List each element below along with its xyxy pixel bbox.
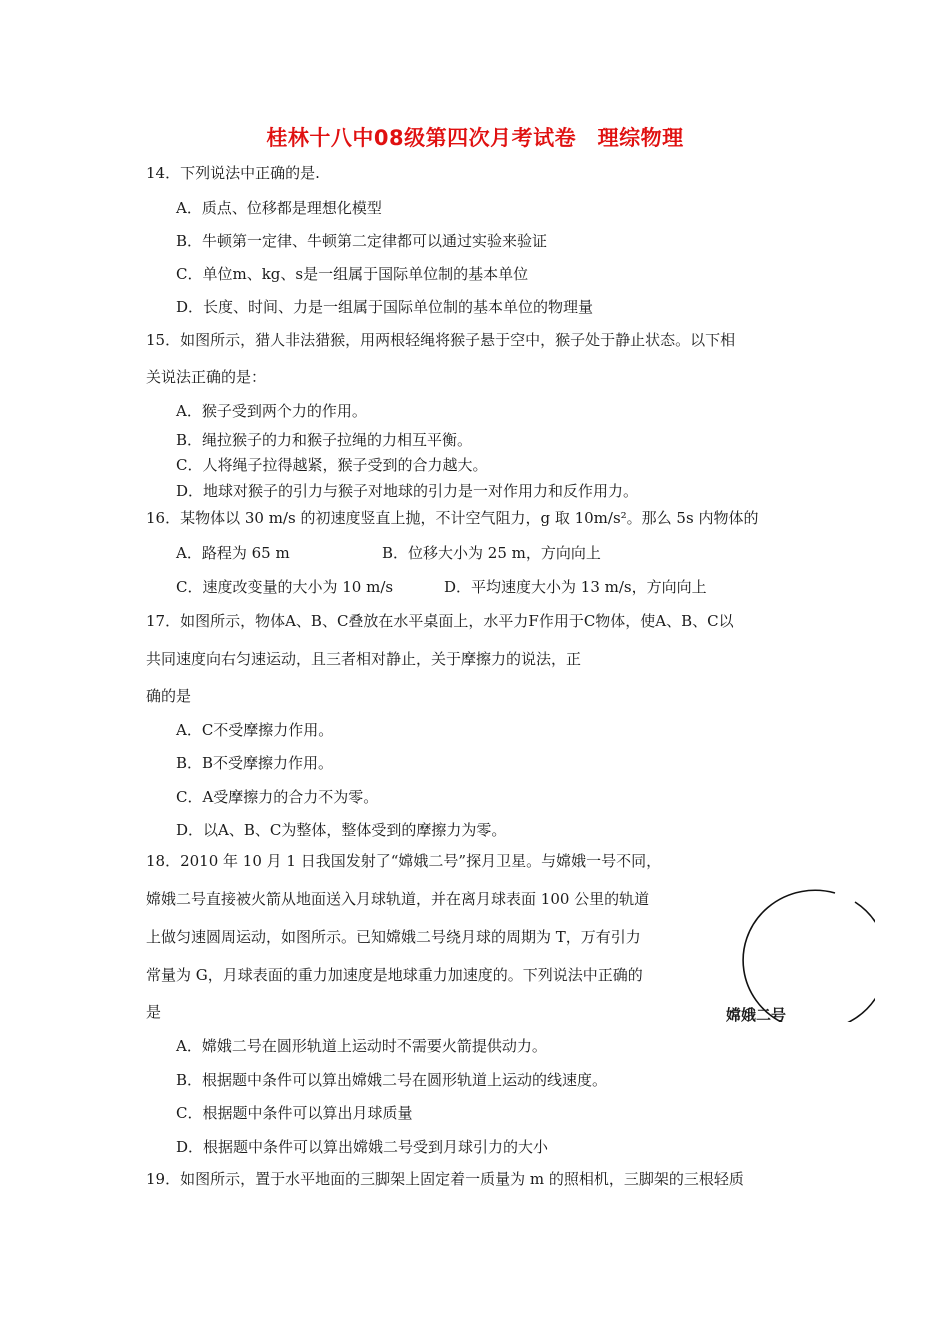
q15-stem-line1: 15．如图所示，猎人非法猎猴，用两根轻绳将猴子悬于空中，猴子处于静止状态。以下相 xyxy=(146,331,736,349)
orbit-circle xyxy=(743,890,875,1022)
q18-stem-line2: 嫦娥二号直接被火箭从地面送入月球轨道，并在离月球表面 100 公里的轨道 xyxy=(146,890,650,908)
q18-stem-line1: 18．2010 年 10 月 1 日我国发射了“嫦娥二号”探月卫星。与嫦娥一号不同， xyxy=(146,852,662,870)
q16-option-c: C．速度改变量的大小为 10 m/s xyxy=(176,578,394,596)
q17-option-c: C．A受摩擦力的合力不为零。 xyxy=(176,788,379,806)
q18-option-d: D．根据题中条件可以算出嫦娥二号受到月球引力的大小 xyxy=(176,1138,549,1156)
chang-e-2-label: 嫦娥二号 xyxy=(726,1006,787,1024)
exam-title: 桂林十八中08级第四次月考试卷 理综物理 xyxy=(266,126,684,150)
q18-stem-line5: 是 xyxy=(146,1003,162,1021)
q17-stem-line2: 共同速度向右匀速运动，且三者相对静止，关于摩擦力的说法，正 xyxy=(146,650,582,668)
q15-option-a: A．猴子受到两个力的作用。 xyxy=(176,402,367,420)
q17-option-d: D．以A、B、C为整体，整体受到的摩擦力为零。 xyxy=(176,821,507,839)
q17-stem-line1: 17．如图所示，物体A、B、C叠放在水平桌面上，水平力F作用于C物体，使A、B、C以 xyxy=(146,612,734,630)
q15-option-b: B．绳拉猴子的力和猴子拉绳的力相互平衡。 xyxy=(176,431,473,449)
q17-stem-line3: 确的是 xyxy=(146,687,192,705)
q16-stem: 16．某物体以 30 m/s 的初速度竖直上抛，不计空气阻力，g 取 10m/s²。那么 5s 内物体的 xyxy=(146,509,759,527)
q18-stem-line3: 上做匀速圆周运动，如图所示。已知嫦娥二号绕月球的周期为 T，万有引力 xyxy=(146,928,641,946)
q16-option-b: B．位移大小为 25 m，方向向上 xyxy=(382,544,601,562)
q16-option-a: A．路程为 65 m xyxy=(176,544,290,562)
q18-stem-line4: 常量为 G，月球表面的重力加速度是地球重力加速度的。下列说法中正确的 xyxy=(146,966,643,984)
q17-option-a: A．C不受摩擦力作用。 xyxy=(176,721,334,739)
q18-option-b: B．根据题中条件可以算出嫦娥二号在圆形轨道上运动的线速度。 xyxy=(176,1071,608,1089)
q15-stem-line2: 关说法正确的是： xyxy=(146,368,267,386)
q15-option-d: D．地球对猴子的引力与猴子对地球的引力是一对作用力和反作用力。 xyxy=(176,482,639,500)
q14-stem: 14．下列说法中正确的是. xyxy=(146,164,320,182)
q18-option-a: A．嫦娥二号在圆形轨道上运动时不需要火箭提供动力。 xyxy=(176,1037,547,1055)
q14-option-b: B．牛顿第一定律、牛顿第二定律都可以通过实验来验证 xyxy=(176,232,548,250)
q14-option-d: D．长度、时间、力是一组属于国际单位制的基本单位的物理量 xyxy=(176,298,594,316)
q18-option-c: C．根据题中条件可以算出月球质量 xyxy=(176,1104,413,1122)
orbit-figure xyxy=(715,872,875,1022)
q15-option-c: C．人将绳子拉得越紧，猴子受到的合力越大。 xyxy=(176,456,488,474)
q14-option-a: A．质点、位移都是理想化模型 xyxy=(176,199,382,217)
q17-option-b: B．B不受摩擦力作用。 xyxy=(176,754,334,772)
q14-option-c: C．单位m、kg、s是一组属于国际单位制的基本单位 xyxy=(176,265,529,283)
q16-option-d: D．平均速度大小为 13 m/s，方向向上 xyxy=(444,578,707,596)
q19-stem-line1: 19．如图所示，置于水平地面的三脚架上固定着一质量为 m 的照相机，三脚架的三根轻质 xyxy=(146,1170,744,1188)
